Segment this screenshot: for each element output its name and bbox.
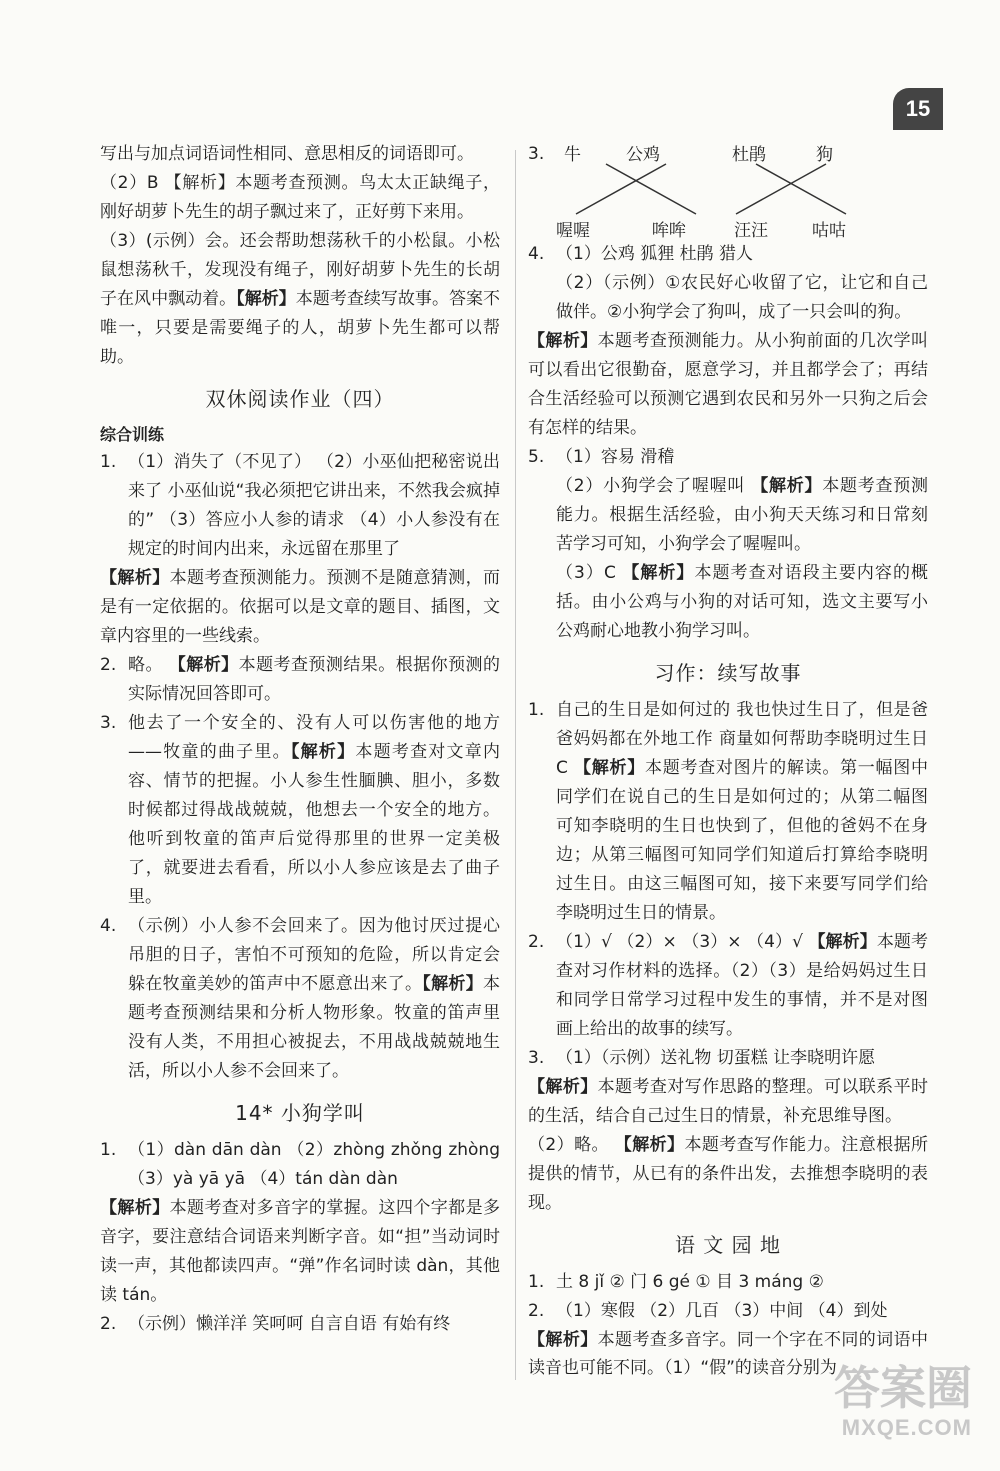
answer-text: （示例）小人参不会回来了。因为他讨厌过提心吊胆的日子，害怕不可预知的危险，所以肯定会躲在牧童美妙的笛声中不愿意出来了。 bbox=[128, 916, 500, 994]
paragraph bbox=[556, 472, 928, 559]
question-number: 2. bbox=[528, 932, 545, 952]
section-title: 14* 小狗学叫 bbox=[235, 1101, 365, 1125]
answer-text: （1）公鸡 狐狸 杜鹃 猎人 bbox=[556, 244, 754, 264]
matching-diagram bbox=[556, 140, 928, 240]
paragraph bbox=[528, 1131, 928, 1218]
question-item bbox=[528, 928, 928, 1044]
paragraph bbox=[528, 327, 928, 443]
answer-text: （1）寒假 （2）几百 （3）中间 （4）到处 bbox=[556, 1301, 888, 1321]
answer-text: （3）(示例）会。还会帮助想荡秋千的小松鼠。小松鼠想荡秋千，发现没有绳子，刚好胡萝卜先生的长胡子在风中飘动着。 bbox=[100, 231, 500, 309]
analysis-text: 本题考查对写作思路的整理。可以联系平时的生活，结合自己过生日的情景，补充思维导图。 bbox=[528, 1077, 929, 1126]
question-number: 3. bbox=[528, 1048, 545, 1068]
question-number: 1. bbox=[100, 452, 117, 472]
match-word: 公鸡 bbox=[626, 145, 660, 165]
paragraph bbox=[556, 696, 928, 928]
match-word: 牛 bbox=[564, 145, 581, 165]
answer-text: 他去了一个安全的、没有人可以伤害他的地方——牧童的曲子里。 bbox=[128, 713, 500, 762]
question-item bbox=[100, 912, 500, 1086]
question-item bbox=[100, 709, 500, 912]
left-column bbox=[100, 140, 500, 1339]
subsection-title: 综合训练 bbox=[100, 425, 165, 444]
paragraph bbox=[128, 912, 500, 1086]
answer-text: （2）B 【解析】 bbox=[100, 173, 236, 193]
question-number: 4. bbox=[100, 916, 117, 936]
analysis-text: 本题考查预测能力。从小狗前面的几次学叫可以看出它很勤奋，愿意学习，并且都学会了；再结合生活经验可以预测它遇到农民和另外一只狗之后会有怎样的结果。 bbox=[528, 331, 929, 438]
paragraph bbox=[100, 1194, 500, 1310]
paragraph bbox=[100, 227, 500, 372]
question-number: 1. bbox=[100, 1140, 117, 1160]
paragraph: 写出与加点词语词性相同、意思相反的词语即可。 bbox=[100, 144, 474, 164]
paragraph bbox=[100, 564, 500, 651]
question-item bbox=[528, 443, 928, 646]
question-number: 2. bbox=[528, 1301, 545, 1321]
analysis-label: 【解析】 bbox=[528, 1077, 598, 1097]
match-word: 喔喔 bbox=[556, 221, 590, 241]
answer-text: （1）√ （2）× （3）× （4）√ bbox=[556, 932, 809, 952]
answer-text: （1）dàn dān dàn （2）zhòng zhǒng zhòng （3）yà yā yā （4）tán dàn dàn bbox=[128, 1140, 500, 1189]
paragraph bbox=[100, 169, 500, 227]
question-item bbox=[528, 1044, 928, 1073]
question-number: 2. bbox=[100, 1314, 117, 1334]
match-word: 哞哞 bbox=[652, 221, 686, 241]
analysis-text: 本题考查预测。鸟太太正缺绳子，刚好胡萝卜先生的胡子飘过来了，正好剪下来用。 bbox=[100, 173, 501, 222]
analysis-label: 【解析】 bbox=[290, 742, 356, 762]
question-item bbox=[528, 1297, 928, 1326]
question-number: 5. bbox=[528, 447, 545, 467]
paragraph bbox=[528, 1073, 928, 1131]
analysis-text: 本题考查写作能力。注意根据所提供的情节，从已有的条件出发，去推想李晓明的表现。 bbox=[528, 1135, 929, 1213]
watermark-url: MXQE.COM bbox=[841, 1415, 972, 1440]
question-number: 2. bbox=[100, 655, 117, 675]
answer-text: （1）消失了（不见了） （2）小巫仙把秘密说出来了 小巫仙说“我必须把它讲出来，不然我会疯掉的” （3）答应小人参的请求 （4）小人参没有在规定的时间内出来，永远留在那里了 bbox=[128, 452, 500, 559]
analysis-label: 【解析】 bbox=[751, 476, 823, 496]
question-item bbox=[528, 240, 928, 327]
question-number: 1. bbox=[528, 1272, 545, 1292]
answer-text: 略。 bbox=[128, 655, 169, 675]
answer-text: （示例）懒洋洋 笑呵呵 自言自语 有始有终 bbox=[128, 1314, 451, 1334]
paragraph bbox=[128, 709, 500, 912]
analysis-text: 本题考查对图片的解读。第一幅图中同学们在说自己的生日是如何过的；从第二幅图可知李晓明的生日也快到了，但他的爸妈不在身边；从第三幅图可知同学们知道后打算给李晓明过生日。由这三幅图可知，接下来要写同学们给李晓明过生日的情景。 bbox=[556, 758, 929, 923]
answer-text: 土 8 jǐ ② 门 6 gé ① 目 3 máng ② bbox=[556, 1272, 824, 1292]
match-line bbox=[756, 164, 846, 214]
question-item bbox=[528, 1268, 928, 1297]
analysis-label: 【解析】 bbox=[100, 568, 170, 588]
paragraph bbox=[556, 928, 928, 1044]
paragraph bbox=[556, 559, 928, 646]
question-item bbox=[100, 448, 500, 564]
column-divider bbox=[515, 150, 516, 1380]
question-item bbox=[100, 1310, 500, 1339]
question-number: 1. bbox=[528, 700, 545, 720]
answer-text: （1）容易 滑稽 bbox=[556, 447, 675, 467]
answer-text: （2）（示例）①农民好心收留了它，让它和自己做伴。②小狗学会了狗叫，成了一只会叫的狗。 bbox=[556, 273, 928, 322]
question-number: 3. bbox=[100, 713, 117, 733]
analysis-label: 【解析】 bbox=[808, 932, 877, 952]
answer-text: 自己的生日是如何过的 我也快过生日了，但是爸爸妈妈都在外地工作 商量如何帮助李晓明过生日 C bbox=[556, 700, 928, 778]
question-item bbox=[528, 696, 928, 928]
section-title: 双休阅读作业（四） bbox=[205, 387, 395, 411]
analysis-text: 本题考查多音字。同一个字在不同的词语中读音也可能不同。（1）“假”的读音分别为 bbox=[528, 1330, 929, 1378]
answer-text: （1）（示例）送礼物 切蛋糕 让李晓明许愿 bbox=[556, 1048, 876, 1068]
match-word: 汪汪 bbox=[734, 221, 768, 241]
page-number: 15 bbox=[893, 88, 943, 130]
analysis-text: 本题考查预测能力。预测不是随意猜测，而是有一定依据的。依据可以是文章的题目、插图，文章内容里的一些线索。 bbox=[100, 568, 501, 646]
analysis-text: 本题考查对多音字的掌握。这四个字都是多音字，要注意结合词语来判断字音。如“担”当动词时读一声，其他都读四声。“弹”作名词时读 dàn，其他读 tán。 bbox=[100, 1198, 501, 1305]
answer-text: （2）略。 bbox=[528, 1135, 615, 1155]
analysis-text: 本题考查预测能力。根据生活经验，由小狗天天练习和日常刻苦学习可知，小狗学会了喔喔叫。 bbox=[556, 476, 929, 554]
match-line bbox=[736, 164, 826, 214]
analysis-label: 【解析】 bbox=[422, 974, 484, 994]
analysis-label: 【解析】 bbox=[168, 655, 239, 675]
analysis-label: 【解析】 bbox=[528, 1330, 598, 1350]
analysis-label: 【解析】 bbox=[574, 758, 645, 778]
analysis-text: 本题考查对文章内容、情节的把握。小人参生性腼腆、胆小，多数时候都过得战战兢兢，他想去一个安全的地方。他听到牧童的笛声后觉得那里的世界一定美极了，就要进去看看，所以小人参应该是去了曲子里。 bbox=[128, 742, 501, 907]
section-title: 习作：续写故事 bbox=[654, 661, 802, 685]
question-item bbox=[100, 1136, 500, 1194]
match-word: 杜鹃 bbox=[732, 145, 766, 165]
analysis-text: 本题考查续写故事。答案不唯一，只要是需要绳子的人，胡萝卜先生都可以帮助。 bbox=[100, 289, 501, 367]
match-word: 狗 bbox=[816, 145, 833, 165]
analysis-label: 【解析】 bbox=[236, 289, 296, 309]
analysis-label: 【解析】 bbox=[614, 1135, 685, 1155]
analysis-label: 【解析】 bbox=[528, 331, 598, 351]
analysis-text: 本题考查预测结果。根据你预测的实际情况回答即可。 bbox=[128, 655, 501, 704]
answer-text: （2）小狗学会了喔喔叫 bbox=[556, 476, 752, 496]
analysis-text: 本题考查对语段主要内容的概括。由小公鸡与小狗的对话可知，选文主要写小公鸡耐心地教小狗学习叫。 bbox=[556, 563, 929, 641]
site-watermark bbox=[802, 1362, 972, 1455]
question-item bbox=[528, 140, 928, 240]
right-column bbox=[528, 140, 928, 1382]
section-title: 语 文 园 地 bbox=[674, 1233, 782, 1257]
paragraph bbox=[128, 651, 500, 709]
watermark-logo-text: 答案圈 bbox=[834, 1362, 972, 1414]
match-word: 咕咕 bbox=[812, 221, 846, 241]
question-number: 4. bbox=[528, 244, 545, 264]
analysis-text: 本题考查对习作材料的选择。（2）（3）是给妈妈过生日和同学日常学习过程中发生的事情，并不是对图画上给出的故事的续写。 bbox=[556, 932, 928, 1039]
analysis-label: 【解析】 bbox=[622, 563, 695, 583]
question-number: 3. bbox=[528, 144, 545, 164]
analysis-label: 【解析】 bbox=[100, 1198, 170, 1218]
question-item bbox=[100, 651, 500, 709]
analysis-text: 本题考查预测结果和分析人物形象。牧童的笛声里没有人类，不用担心被捉去，不用战战兢兢地生活，所以小人参不会回来了。 bbox=[128, 974, 501, 1081]
answer-text: （3）C bbox=[556, 563, 623, 583]
